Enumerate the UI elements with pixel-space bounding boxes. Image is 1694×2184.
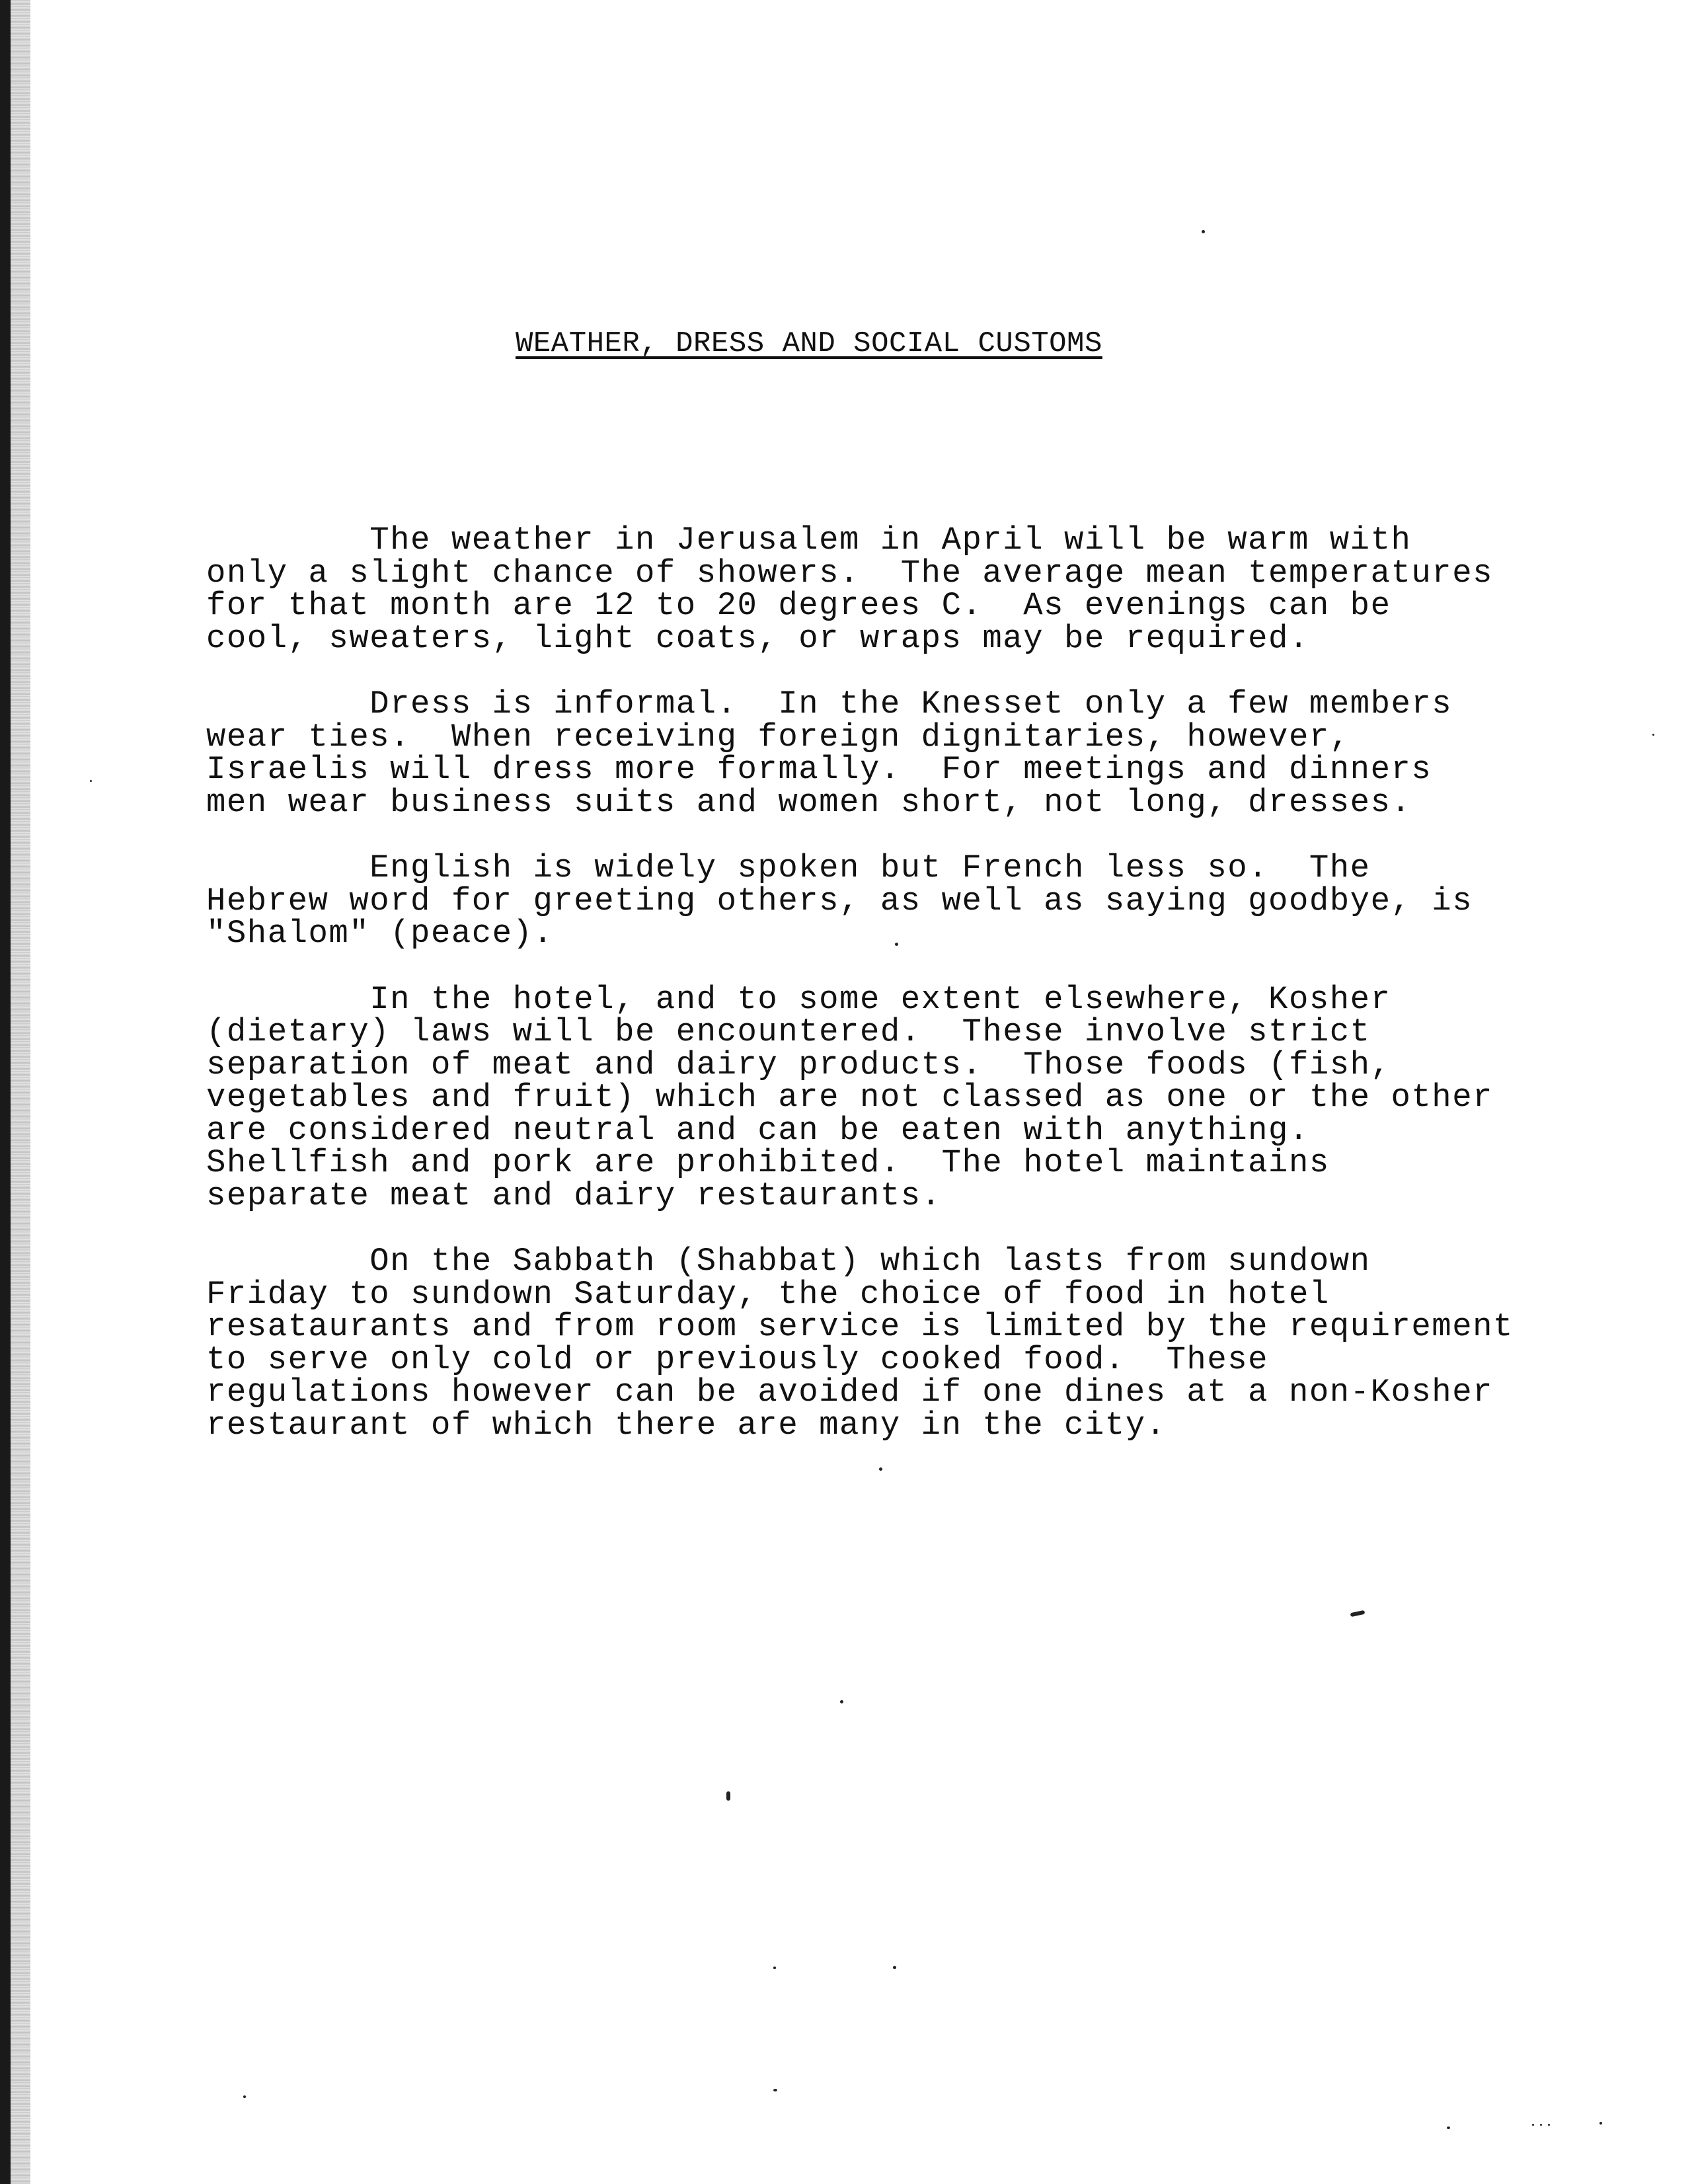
scan-speck [879, 1467, 882, 1471]
scan-speck [1652, 734, 1654, 736]
text-line: resataurants and from room service is limited by the requirement [206, 1308, 1514, 1345]
scan-speck [1532, 2124, 1534, 2126]
scan-speck [895, 943, 898, 946]
text-line: restaurant of which there are many in the city. [206, 1406, 1167, 1444]
scan-speck [243, 2095, 246, 2098]
scan-speck [773, 2089, 777, 2091]
text-line: English is widely spoken but French less so. The [206, 849, 1371, 886]
text-line: The weather in Jerusalem in April will be warm with [206, 522, 1412, 559]
text-line: men wear business suits and women short, not long, dresses. [206, 783, 1412, 821]
document-body [206, 522, 1514, 1475]
text-line: separation of meat and dairy products. Those foods (fish, [206, 1046, 1391, 1083]
text-line: only a slight chance of showers. The average mean temperatures [206, 554, 1494, 592]
text-line: vegetables and fruit) which are not classed as one or the other [206, 1079, 1494, 1116]
text-line: separate meat and dairy restaurants. [206, 1177, 942, 1214]
text-line: Shellfish and pork are prohibited. The hotel maintains [206, 1144, 1330, 1181]
scan-speck [1599, 2122, 1602, 2125]
text-line: "Shalom" (peace). [206, 915, 554, 952]
scan-speck [773, 1967, 776, 1969]
text-line: Dress is informal. In the Knesset only a few members [206, 685, 1453, 722]
scan-speck [1548, 2124, 1550, 2126]
text-line: regulations however can be avoided if one dines at a non-Kosher [206, 1374, 1494, 1411]
scan-speck [1350, 1610, 1366, 1617]
scan-speck [726, 1791, 730, 1801]
text-line: to serve only cold or previously cooked food. These [206, 1341, 1269, 1378]
scan-edge [0, 0, 11, 2184]
text-line: Friday to sundown Saturday, the choice of food in hotel [206, 1275, 1330, 1313]
paragraph-dress [206, 685, 1502, 821]
scan-speck [840, 1700, 843, 1703]
text-line: Hebrew word for greeting others, as well as saying goodbye, is [206, 882, 1473, 919]
scan-speck [1447, 2126, 1450, 2129]
paragraph-kosher [206, 980, 1502, 1214]
scan-speck [1540, 2124, 1542, 2126]
text-line: On the Sabbath (Shabbat) which lasts from sundown [206, 1243, 1371, 1280]
scan-speck [893, 1966, 896, 1969]
text-line: Israelis will dress more formally. For meetings and dinners [206, 751, 1432, 788]
paragraph-sabbath [206, 1243, 1514, 1444]
page-title: WEATHER, DRESS AND SOCIAL CUSTOMS [516, 327, 1102, 360]
text-line: (dietary) laws will be encountered. These involve strict [206, 1013, 1371, 1050]
text-line: for that month are 12 to 20 degrees C. As evenings can be [206, 587, 1391, 624]
text-line: In the hotel, and to some extent elsewhere, Kosher [206, 980, 1391, 1018]
paragraph-weather [206, 524, 1502, 655]
scan-edge-shadow [11, 0, 30, 2184]
scan-speck [1202, 230, 1205, 233]
paragraph-language [206, 849, 1502, 952]
text-line: wear ties. When receiving foreign dignitaries, however, [206, 718, 1350, 756]
scan-speck [90, 780, 92, 782]
text-line: are considered neutral and can be eaten with anything. [206, 1111, 1309, 1149]
text-line: cool, sweaters, light coats, or wraps may be required. [206, 619, 1309, 657]
